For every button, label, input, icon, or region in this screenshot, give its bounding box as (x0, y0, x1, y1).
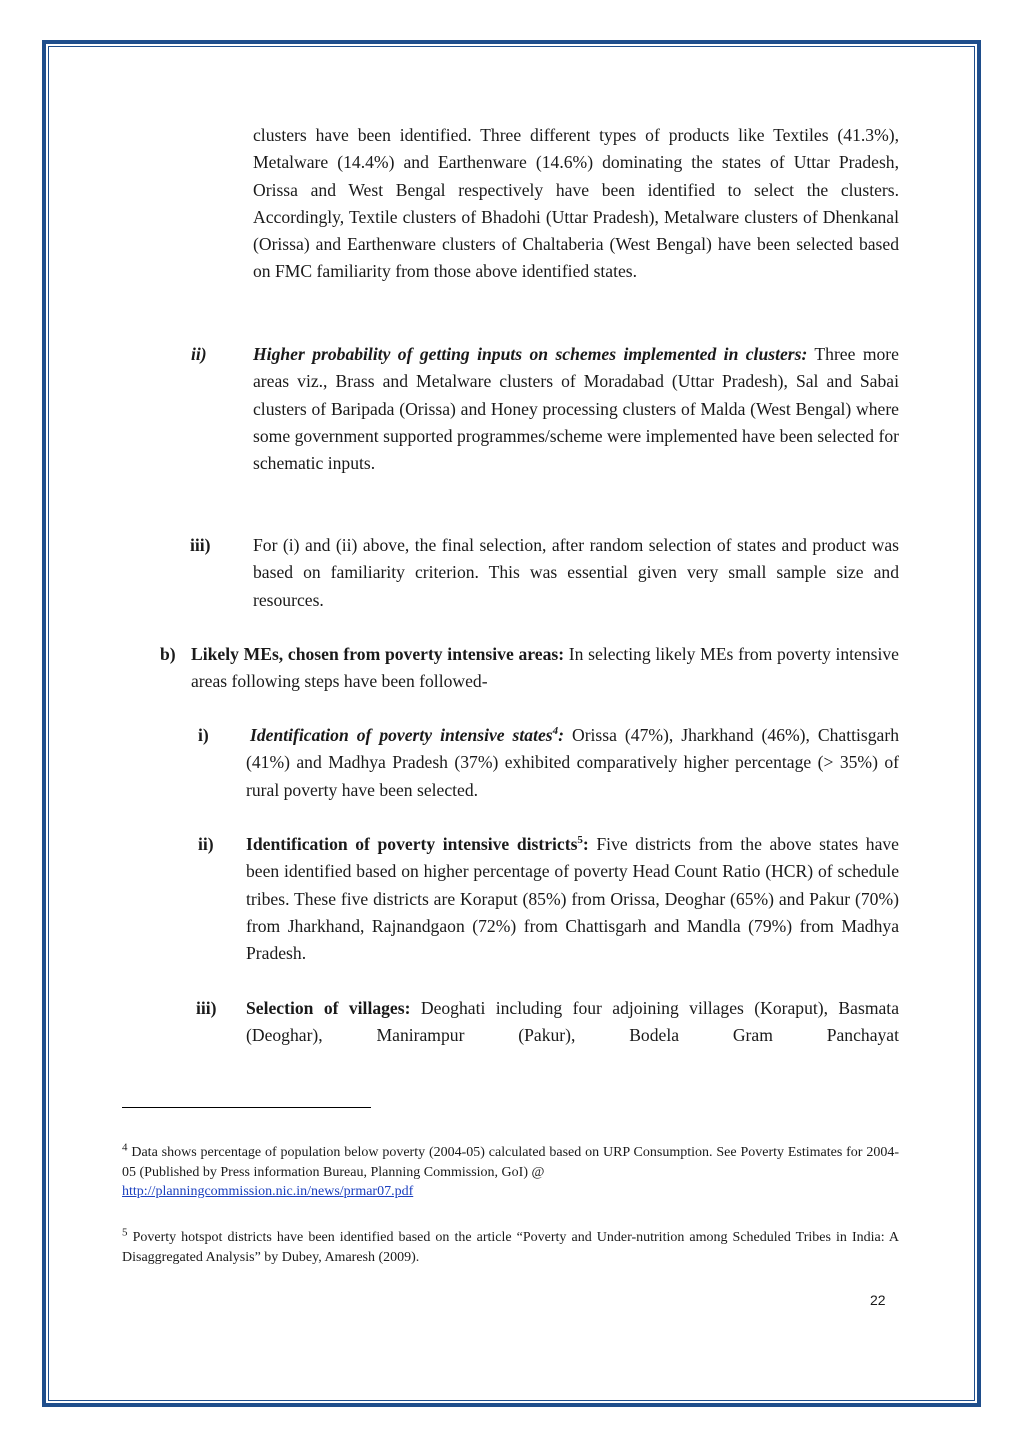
body-b: In selecting likely MEs from poverty intensive areas following steps have been followed- (191, 644, 899, 692)
heading-poverty-districts-text: Identification of poverty intensive districts (246, 834, 578, 854)
footnote-ref-4[interactable]: 4 (552, 725, 559, 738)
heading-colon: : (558, 725, 564, 745)
footnote-5 (122, 1228, 899, 1267)
body-b-i: Orissa (47%), Jharkhand (46%), Chattisgarh (41%) and Madhya Pradesh (37%) exhibited comparatively higher percentage (> 35%) of rural poverty have been selected. (246, 725, 900, 800)
body-a-ii: Three more areas viz., Brass and Metalware clusters of Moradabad (Uttar Pradesh), Sal and Sabai clusters of Baripada (Orissa) and Honey processing clusters of Malda (West Bengal) where some government supported programmes/scheme were implemented have been selected for schematic inputs. (253, 344, 899, 474)
footnote-number: 5 (122, 1226, 128, 1239)
list-label-a-ii: ii) (191, 344, 207, 364)
list-item-a-iii: For (i) and (ii) above, the final selection, after random selection of states and product was based on familiarity criterion. This was essential given very small sample size and resources. (253, 535, 899, 610)
body-b-ii: Five districts from the above states have been identified based on higher percentage of poverty Head Count Ratio (HCR) of schedule tribes. These five districts are Koraput (85%) from Orissa, Deoghar (65%) and Pakur (70%) from Jharkhand, Rajnandgaon (72%) from Chattisgarh and Mandla (79%) from Madhya Pradesh. (246, 834, 899, 964)
body-b-iii: Deoghati including four adjoining villages (Koraput), Basmata (Deoghar), Manirampur (Pakur), Bodela Gram Panchayat (246, 998, 900, 1046)
footnote-number: 4 (122, 1141, 128, 1154)
footnote-separator (122, 1107, 371, 1108)
heading-poverty-districts (246, 834, 589, 854)
paragraph-clusters-continued: clusters have been identified. Three different types of products like Textiles (41.3%), Metalware (14.4%) and Earthenware (14.6%) dominating the states of Uttar Pradesh, Orissa and West Bengal respectively have been identified to select the clusters. Accordingly, Textile clusters of Bhadohi (Uttar Pradesh), Metalware clusters of Dhenkanal (Orissa) and Earthenware clusters of Chaltaberia (West Bengal) have been selected based on FMC familiarity from those above identified states. (253, 125, 899, 282)
footnote-link[interactable]: http://planningcommission.nic.in/news/prmar07.pdf (122, 1184, 414, 1199)
list-label-b: b) (160, 644, 176, 664)
heading-poverty-states (250, 725, 564, 745)
list-item-b-ii (246, 831, 899, 967)
list-item-b-i (246, 722, 899, 804)
list-label-b-i: i) (198, 725, 209, 745)
footnote-4 (122, 1143, 899, 1202)
heading-selection-villages: Selection of villages: (246, 998, 411, 1018)
list-item-b-iii (246, 995, 899, 1050)
footnote-text: Poverty hotspot districts have been identified based on the article “Poverty and Under-nutrition among Scheduled Tribes in India: A Disaggregated Analysis” by Dubey, Amaresh (2009). (122, 1230, 899, 1265)
list-item-a-ii (253, 341, 899, 477)
page-number: 22 (870, 1292, 886, 1308)
heading-likely-mes: Likely MEs, chosen from poverty intensive areas: (191, 644, 565, 664)
list-label-a-iii: iii) (190, 535, 211, 555)
heading-higher-probability: Higher probability of getting inputs on schemes implemented in clusters: (253, 344, 808, 364)
footnote-ref-5[interactable]: 5 (577, 834, 583, 847)
heading-poverty-states-text: Identification of poverty intensive states (250, 725, 553, 745)
heading-colon: : (582, 834, 589, 854)
list-label-b-iii: iii) (196, 998, 217, 1018)
list-label-b-ii: ii) (198, 834, 214, 854)
section-b (191, 641, 899, 696)
footnote-text: Data shows percentage of population below poverty (2004-05) calculated based on URP Consumption. See Poverty Estimates for 2004-05 (Published by Press information Bureau, Planning Commission, GoI) @ (122, 1145, 899, 1180)
